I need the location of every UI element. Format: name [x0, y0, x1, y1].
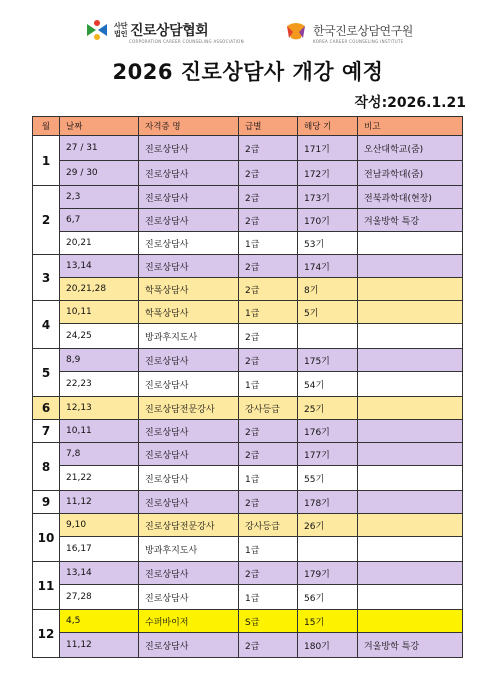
- grade-cell: 강사등급: [239, 514, 298, 537]
- date-cell: 27,28: [60, 585, 139, 610]
- grade-cell: 2급: [239, 209, 298, 232]
- note-cell: 오산대학교(줌): [358, 136, 463, 161]
- term-cell: 175기: [298, 349, 358, 372]
- table-row: [33, 610, 463, 633]
- term-cell: 180기: [298, 633, 358, 658]
- table-row: [33, 397, 463, 420]
- cert-cell: 수퍼바이저: [139, 610, 239, 633]
- cert-cell: 진로상담사: [139, 161, 239, 186]
- cert-cell: 진로상담사: [139, 136, 239, 161]
- table-row: [33, 136, 463, 161]
- date-cell: 4,5: [60, 610, 139, 633]
- date-cell: 13,14: [60, 562, 139, 585]
- association-name: 진로상담협회: [130, 23, 209, 39]
- cert-cell: 진로상담사: [139, 420, 239, 443]
- cert-cell: 진로상담사: [139, 232, 239, 255]
- table-row: [33, 562, 463, 585]
- term-cell: 178기: [298, 491, 358, 514]
- month-cell: 5: [33, 349, 60, 397]
- table-row: [33, 301, 463, 324]
- date-cell: 6,7: [60, 209, 139, 232]
- table-row: [33, 232, 463, 255]
- date-cell: 9,10: [60, 514, 139, 537]
- month-cell: 1: [33, 136, 60, 186]
- date-cell: 24,25: [60, 324, 139, 349]
- association-prefix: 사단 법인: [114, 22, 128, 38]
- table-row: [33, 278, 463, 301]
- grade-cell: 2급: [239, 136, 298, 161]
- note-cell: [358, 420, 463, 443]
- date-cell: 16,17: [60, 537, 139, 562]
- grade-cell: 2급: [239, 443, 298, 466]
- note-cell: 전남과학대(줌): [358, 161, 463, 186]
- date-cell: 13,14: [60, 255, 139, 278]
- table-row: [33, 491, 463, 514]
- table-row: [33, 420, 463, 443]
- header-note: 비고: [358, 117, 463, 136]
- table-body: [33, 136, 463, 658]
- cert-cell: 진로상담사: [139, 562, 239, 585]
- term-cell: 174기: [298, 255, 358, 278]
- association-emblem-icon: [84, 18, 110, 42]
- table-row: [33, 349, 463, 372]
- grade-cell: 2급: [239, 491, 298, 514]
- cert-cell: 진로상담사: [139, 186, 239, 209]
- table-row: [33, 514, 463, 537]
- cert-cell: 진로상담사: [139, 585, 239, 610]
- grade-cell: 1급: [239, 466, 298, 491]
- date-cell: 27 / 31: [60, 136, 139, 161]
- term-cell: 173기: [298, 186, 358, 209]
- cert-cell: 방과후지도사: [139, 537, 239, 562]
- grade-cell: 1급: [239, 301, 298, 324]
- association-subtitle: CORPORATION CAREER COUNSELING ASSOCIATION: [129, 39, 244, 44]
- institute-name: 한국진로상담연구원: [313, 23, 413, 38]
- note-cell: [358, 537, 463, 562]
- table-row: [33, 537, 463, 562]
- note-cell: [358, 466, 463, 491]
- month-cell: 3: [33, 255, 60, 301]
- note-cell: [358, 397, 463, 420]
- table-row: [33, 255, 463, 278]
- cert-cell: 진로상담사: [139, 372, 239, 397]
- date-cell: 12,13: [60, 397, 139, 420]
- header-term: 해당 기: [298, 117, 358, 136]
- term-cell: 53기: [298, 232, 358, 255]
- grade-cell: 1급: [239, 537, 298, 562]
- note-cell: [358, 232, 463, 255]
- term-cell: 54기: [298, 372, 358, 397]
- date-cell: 20,21,28: [60, 278, 139, 301]
- cert-cell: 학폭상담사: [139, 301, 239, 324]
- cert-cell: 진로상담사: [139, 491, 239, 514]
- date-cell: 11,12: [60, 491, 139, 514]
- cert-cell: 진로상담전문강사: [139, 397, 239, 420]
- term-cell: 177기: [298, 443, 358, 466]
- date-cell: 22,23: [60, 372, 139, 397]
- table-row: [33, 443, 463, 466]
- cert-cell: 진로상담사: [139, 209, 239, 232]
- cert-cell: 진로상담사: [139, 349, 239, 372]
- date-cell: 10,11: [60, 301, 139, 324]
- term-cell: 15기: [298, 610, 358, 633]
- cert-cell: 진로상담사: [139, 255, 239, 278]
- date-cell: 21,22: [60, 466, 139, 491]
- note-cell: [358, 585, 463, 610]
- table-row: [33, 324, 463, 349]
- date-cell: 10,11: [60, 420, 139, 443]
- schedule-table-wrap: [32, 116, 462, 658]
- term-cell: [298, 537, 358, 562]
- note-cell: [358, 491, 463, 514]
- cert-cell: 진로상담전문강사: [139, 514, 239, 537]
- date-cell: 20,21: [60, 232, 139, 255]
- date-cell: 2,3: [60, 186, 139, 209]
- association-logo: [84, 18, 244, 44]
- term-cell: [298, 324, 358, 349]
- grade-cell: S급: [239, 610, 298, 633]
- note-cell: [358, 301, 463, 324]
- cert-cell: 진로상담사: [139, 443, 239, 466]
- term-cell: 26기: [298, 514, 358, 537]
- table-header-row: [33, 117, 463, 136]
- grade-cell: 2급: [239, 633, 298, 658]
- grade-cell: 2급: [239, 349, 298, 372]
- header-grade: 급별: [239, 117, 298, 136]
- grade-cell: 1급: [239, 232, 298, 255]
- term-cell: 25기: [298, 397, 358, 420]
- month-cell: 4: [33, 301, 60, 349]
- term-cell: 179기: [298, 562, 358, 585]
- month-cell: 10: [33, 514, 60, 562]
- grade-cell: 강사등급: [239, 397, 298, 420]
- date-cell: 7,8: [60, 443, 139, 466]
- grade-cell: 2급: [239, 420, 298, 443]
- month-cell: 6: [33, 397, 60, 420]
- header-month: 월: [33, 117, 60, 136]
- institute-emblem-icon: [283, 18, 309, 42]
- note-cell: [358, 443, 463, 466]
- month-cell: 7: [33, 420, 60, 443]
- grade-cell: 2급: [239, 255, 298, 278]
- institute-subtitle: KOREA CAREER COUNSELING INSTITUTE: [313, 39, 404, 44]
- month-cell: 11: [33, 562, 60, 610]
- note-cell: [358, 562, 463, 585]
- grade-cell: 2급: [239, 562, 298, 585]
- term-cell: 170기: [298, 209, 358, 232]
- table-row: [33, 372, 463, 397]
- month-cell: 9: [33, 491, 60, 514]
- note-cell: [358, 514, 463, 537]
- grade-cell: 2급: [239, 161, 298, 186]
- grade-cell: 2급: [239, 278, 298, 301]
- cert-cell: 진로상담사: [139, 466, 239, 491]
- date-cell: 29 / 30: [60, 161, 139, 186]
- grade-cell: 1급: [239, 585, 298, 610]
- cert-cell: 진로상담사: [139, 633, 239, 658]
- cert-cell: 방과후지도사: [139, 324, 239, 349]
- written-date: 작성:2026.1.21: [354, 95, 466, 111]
- term-cell: 8기: [298, 278, 358, 301]
- schedule-table: [32, 116, 463, 658]
- term-cell: 55기: [298, 466, 358, 491]
- term-cell: 176기: [298, 420, 358, 443]
- note-cell: [358, 610, 463, 633]
- date-cell: 11,12: [60, 633, 139, 658]
- note-cell: [358, 255, 463, 278]
- table-row: [33, 209, 463, 232]
- term-cell: 172기: [298, 161, 358, 186]
- month-cell: 2: [33, 186, 60, 255]
- table-row: [33, 186, 463, 209]
- note-cell: 전북과학대(현장): [358, 186, 463, 209]
- note-cell: 겨울방학 특강: [358, 209, 463, 232]
- date-cell: 8,9: [60, 349, 139, 372]
- page-title: 2026 진로상담사 개강 예정: [112, 60, 384, 84]
- table-row: [33, 633, 463, 658]
- header-logos: [0, 18, 496, 46]
- month-cell: 12: [33, 610, 60, 658]
- header-date: 날짜: [60, 117, 139, 136]
- term-cell: 171기: [298, 136, 358, 161]
- term-cell: 5기: [298, 301, 358, 324]
- grade-cell: 1급: [239, 372, 298, 397]
- header-cert: 자격증 명: [139, 117, 239, 136]
- note-cell: [358, 349, 463, 372]
- note-cell: [358, 372, 463, 397]
- month-cell: 8: [33, 443, 60, 491]
- table-row: [33, 161, 463, 186]
- table-row: [33, 585, 463, 610]
- grade-cell: 2급: [239, 324, 298, 349]
- note-cell: [358, 278, 463, 301]
- grade-cell: 2급: [239, 186, 298, 209]
- cert-cell: 학폭상담사: [139, 278, 239, 301]
- note-cell: 겨울방학 특강: [358, 633, 463, 658]
- institute-logo: [283, 18, 413, 42]
- note-cell: [358, 324, 463, 349]
- term-cell: 56기: [298, 585, 358, 610]
- table-row: [33, 466, 463, 491]
